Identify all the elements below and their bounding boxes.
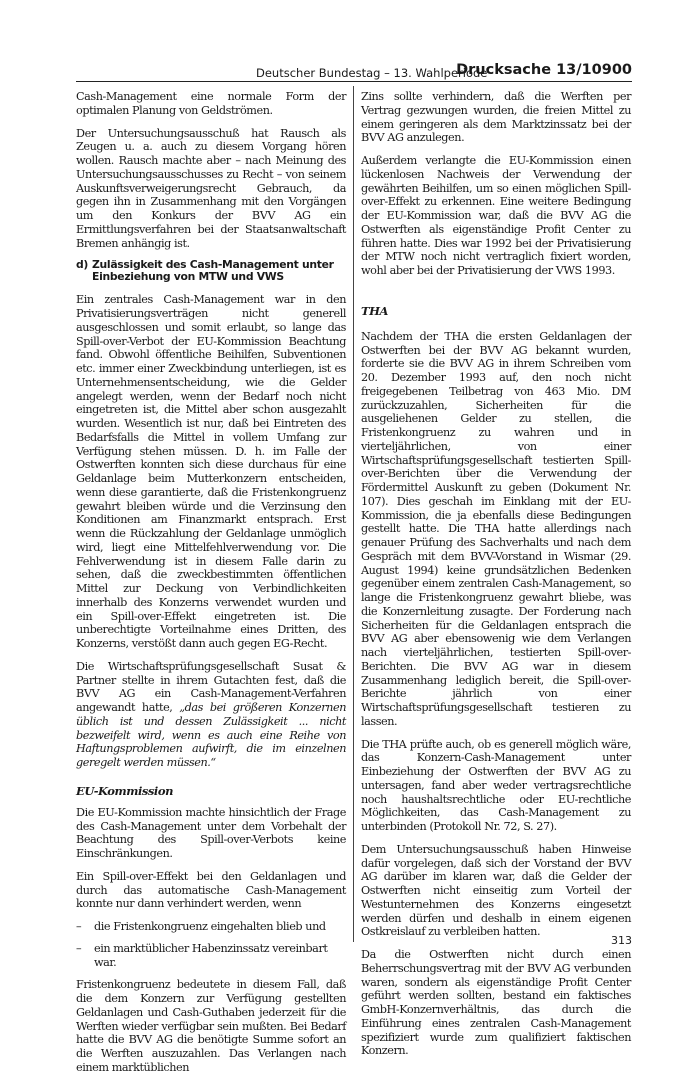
condition-list <box>76 920 346 969</box>
paragraph: Dem Untersuchungsausschuß haben Hinweise dafür vorgelegen, daß sich der Vorstand der BVV AG darüber im klaren war, daß die Gelder der Ostwerften nicht einseitig zum Vorteil der Westunternehmen des Konzerns eingesetzt werden dürfen und deshalb in einem eigenen Ostkreislauf zu verbleiben hatten. <box>361 842 631 939</box>
section-heading-d <box>76 259 346 283</box>
paragraph: Zins sollte verhindern, daß die Werften per Vertrag gezwungen wurden, die freien Mittel zu einem geringeren als dem Marktzinssatz bei der BVV AG anzulegen. <box>361 90 631 145</box>
header-publication: Deutscher Bundestag – 13. Wahlperiode <box>256 66 488 80</box>
list-item <box>76 920 346 934</box>
paragraph: Fristenkongruenz bedeutete in diesem Fall, daß die dem Konzern zur Verfügung gestellten Geldanlagen und Cash-Guthaben jederzeit für die Werften wieder verfügbar sein mußten. Bei Bedarf hatte die BVV AG die benötigte Summe sofort an die Werften auszuzahlen. Das Verlangen nach einem marktüblichen <box>76 978 346 1074</box>
page-number: 313 <box>611 934 632 947</box>
paragraph: Ein Spill-over-Effekt bei den Geldanlagen und durch das automatische Cash-Management konnte nur dann verhindert werden, wenn <box>76 869 346 911</box>
list-dash: – <box>76 941 82 955</box>
paragraph: Da die Ostwerften nicht durch einen Beherrschungsvertrag mit der BVV AG verbunden waren, sondern als eigenständige Profit Center geführt werden sollten, bestand ein faktisches GmbH-Konzernverhältnis, das durch die Einführung eines zentralen Cash-Management spezifiziert wurde zum qualifiziert faktischen Konzern. <box>361 948 631 1058</box>
column-divider <box>353 86 354 942</box>
paragraph: Die EU-Kommission machte hinsichtlich der Frage des Cash-Management unter dem Vorbehalt der Beachtung des Spill-over-Verbots keine Einschränkungen. <box>76 805 346 860</box>
paragraph-with-quote <box>76 660 346 770</box>
paragraph: Die THA prüfte auch, ob es generell möglich wäre, das Konzern-Cash-Management unter Einbeziehung der Ostwerften der BVV AG zu untersagen, fand aber weder vertragsrechtliche noch haushaltsrechtliche oder EU-rechtliche Möglichkeiten, das Cash-Management zu unterbinden (Protokoll Nr. 72, S. 27). <box>361 737 631 833</box>
header-document-number: Drucksache 13/10900 <box>456 62 632 78</box>
header-rule <box>76 81 632 82</box>
list-item <box>76 942 346 970</box>
paragraph: Außerdem verlangte die EU-Kommission einen lückenlosen Nachweis der Verwendung der gewährten Beihilfen, um so einen möglichen Spill-over-Effekt zu erkennen. Eine weitere Bedingung der EU-Kommission war, daß die BVV AG die Ostwerften als eigenständige Profit Center zu führen hatte. Dies war 1992 bei der Privatisierung der MTW noch nicht vertraglich fixiert worden, wohl aber bei der Privatisierung der VWS 1993. <box>361 154 631 277</box>
paragraph: Nachdem der THA die ersten Geldanlagen der Ostwerften bei der BVV AG bekannt wurden, forderte sie die BVV AG in ihrem Schreiben vom 20. Dezember 1993 auf, den noch nicht freigegebenen Teilbetrag von 463 Mio. DM zurückzuzahlen, Sicherheiten für die ausgeliehenen Gelder zu stellen, die Fristenkongruenz zu wahren und in vierteljährlichen, von einer Wirtschaftsprüfungsgesellschaft testierten Spill-over-Berichten über die Verwendung der Fördermittel Auskunft zu geben (Dokument Nr. 107). Dies geschah im Einklang mit der EU-Kommission, die ja ebenfalls diese Bedingungen gestellt hatte. Die THA hatte allerdings nach genauer Prüfung des Sachverhalts und nach dem Gespräch mit dem BVV-Vorstand in Wismar (29. August 1994) keine grundsätzlichen Bedenken gegenüber einem zentralen Cash-Management, so lange die Fristenkongruenz gewahrt bliebe, was die Konzernleitung zusagte. Der Forderung nach Sicherheiten für die Geldanlagen entsprach die BVV AG aber ebensowenig wie dem Verlangen nach vierteljährlichen, testierten Spill-over-Berichten. Die BVV AG war in diesem Zusammenhang lediglich bereit, die Spill-over-Berichte jährlich von einer Wirtschaftsprüfungsgesellschaft testieren zu lassen. <box>361 329 631 728</box>
paragraph: Cash-Management eine normale Form der optimalen Planung von Geldströmen. <box>76 90 346 117</box>
paragraph: Der Untersuchungsausschuß hat Rausch als Zeugen u. a. auch zu diesem Vorgang hören wollen. Rausch machte aber – nach Meinung des Untersuchungsausschusses zu Recht – von seinem Auskunftsverweigerungsrecht Gebrauch, da gegen ihn in Zusammenhang mit den Vorgängen um den Konkurs der BVV AG ein Ermittlungsverfahren bei der Staatsanwaltschaft Bremen anhängig ist. <box>76 126 346 250</box>
left-column <box>76 90 346 1084</box>
list-dash: – <box>76 920 82 933</box>
paragraph: Ein zentrales Cash-Management war in den Privatisierungsverträgen nicht generell ausgeschlossen und somit erlaubt, so lange das Spill-over-Verbot der EU-Kommission Beachtung fand. Obwohl öffentliche Beihilfen, Subventionen etc. immer einer Zweckbindung unterliegen, ist es Unternehmensentscheidung, wie die Gelder angelegt werden, wenn der Bedarf noch nicht eingetreten ist, die Mittel aber schon ausgezahlt wurden. Wesentlich ist nur, daß bei Eintreten des Bedarfsfalls die Mittel in vollem Umfang zur Verfügung stehen müssen. D. h. im Falle der Ostwerften konnten sich diese durchaus für eine Geldanlage beim Mutterkonzern entscheiden, wenn diese garantierte, daß die Fristenkongruenz gewahrt bleiben würde und die Verzinsung den Konditionen am Finanzmarkt entsprach. Erst wenn die Rückzahlung der Geldanlage unmöglich wird, liegt eine Mittelfehlverwendung vor. Die Fehlverwendung ist in diesem Falle darin zu sehen, daß die zweckbestimmten öffentlichen Mittel zur Deckung von Verbindlichkeiten innerhalb des Konzerns verwendet wurden und ein Spill-over-Effekt eingetreten ist. Die unberechtigte Vorteilnahme eines Dritten, des Konzerns, verstößt dann auch gegen EG-Recht. <box>76 293 346 650</box>
italic-quote: „das bei größeren Konzernen üblich ist und dessen Zulässigkeit ... nicht bezweifelt wird, wenn es auch eine Reihe von Haftungsproblemen aufwirft, die im einzelnen geregelt werden müssen.“ <box>76 701 346 769</box>
quote-intro: Die Wirtschaftsprüfungsgesellschaft Susat & Partner stellte in ihrem Gutachten fest, daß die BVV AG ein Cash-Management-Verfahren angewandt hatte, <box>76 659 346 714</box>
page-header <box>76 62 632 82</box>
list-item-text: die Fristenkongruenz eingehalten blieb und <box>94 920 326 933</box>
subheading-tha: THA <box>361 303 388 318</box>
right-column <box>361 90 631 1067</box>
subheading-eu-kommission: EU-Kommission <box>76 783 173 798</box>
list-item-text: ein marktüblicher Habenzinssatz vereinbart war. <box>94 941 328 969</box>
section-title: Zulässigkeit des Cash-Management unter Einbeziehung von MTW und VWS <box>92 258 334 284</box>
section-number: d) <box>76 258 89 272</box>
